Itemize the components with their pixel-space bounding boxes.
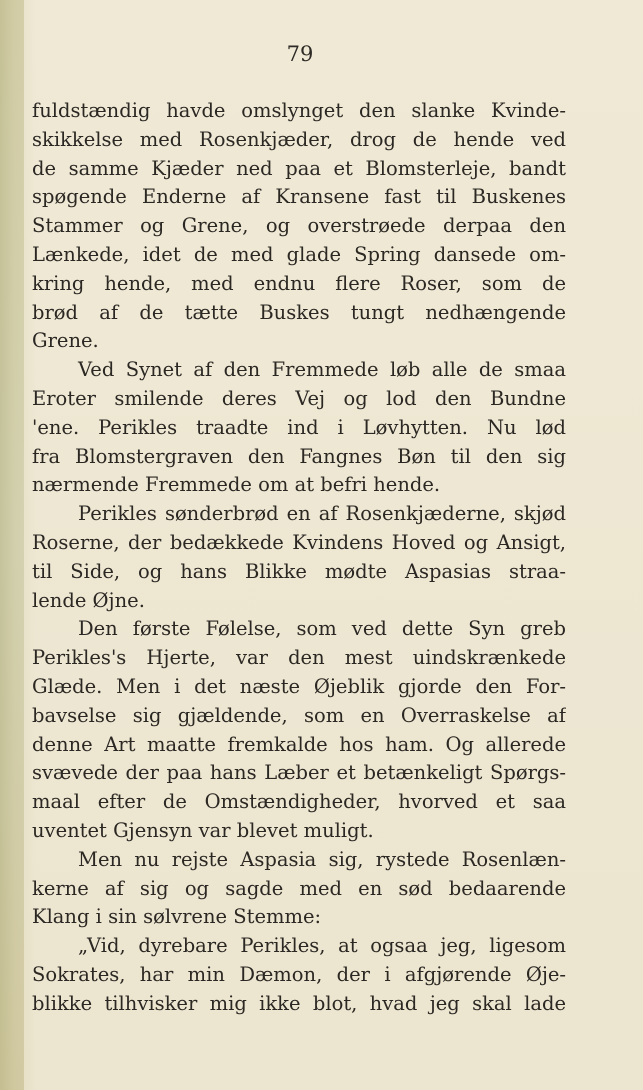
text-line: svævede der paa hans Læber et betænkeligt Spørgs-: [32, 761, 566, 785]
body-text: [32, 97, 566, 1019]
text-line: blikke tilhvisker mig ikke blot, hvad jeg skal lade: [32, 991, 566, 1015]
text-line: lende Øjne.: [32, 588, 145, 612]
text-line: de samme Kjæder ned paa et Blomsterleje, bandt: [32, 156, 566, 180]
text-line: Perikles's Hjerte, var den mest uindskrænkede: [32, 646, 566, 670]
text-line: nærmende Fremmede om at befri hende.: [32, 473, 441, 497]
text-line: Eroter smilende deres Vej og lod den Bundne: [32, 386, 566, 410]
text-line: Men nu rejste Aspasia sig, rystede Rosenlæn-: [78, 847, 566, 871]
text-line: uventet Gjensyn var blevet muligt.: [32, 818, 374, 842]
text-line: Grene.: [32, 329, 99, 353]
text-line: Lænkede, idet de med glade Spring dansede om-: [32, 242, 566, 266]
text-line: maal efter de Omstændigheder, hvorved et saa: [32, 790, 566, 814]
text-line: Ved Synet af den Fremmede løb alle de smaa: [78, 358, 566, 382]
text-line: fra Blomstergraven den Fangnes Bøn til den sig: [32, 444, 566, 468]
text-line: 'ene. Perikles traadte ind i Løvhytten. Nu lød: [32, 415, 566, 439]
text-line: bavselse sig gjældende, som en Overraskelse af: [32, 703, 566, 727]
text-line: til Side, og hans Blikke mødte Aspasias straa-: [32, 559, 566, 583]
text-line: Glæde. Men i det næste Øjeblik gjorde den For-: [32, 674, 566, 698]
text-line: brød af de tætte Buskes tungt nedhængende: [32, 300, 566, 324]
text-line: spøgende Enderne af Kransene fast til Buskenes: [32, 185, 566, 209]
text-line: denne Art maatte fremkalde hos ham. Og allerede: [32, 732, 566, 756]
text-line: Roserne, der bedækkede Kvindens Hoved og Ansigt,: [32, 530, 566, 554]
text-line: Klang i sin sølvrene Stemme:: [32, 905, 322, 929]
text-line: Den første Følelse, som ved dette Syn greb: [78, 617, 566, 641]
text-line: fuldstændig havde omslynget den slanke Kvinde-: [32, 99, 566, 122]
page-number: 79: [286, 42, 314, 66]
text-line: Stammer og Grene, og overstrøede derpaa den: [32, 214, 566, 238]
page-edge-stain: [0, 0, 24, 1090]
text-line: Sokrates, har min Dæmon, der i afgjørende Øje-: [32, 962, 566, 986]
text-line: „Vid, dyrebare Perikles, at ogsaa jeg, ligesom: [78, 934, 566, 958]
text-line: skikkelse med Rosenkjæder, drog de hende ved: [32, 127, 566, 151]
text-line: kerne af sig og sagde med en sød bedaarende: [32, 876, 566, 900]
text-line: kring hende, med endnu flere Roser, som de: [32, 271, 566, 295]
text-line: Perikles sønderbrød en af Rosenkjæderne, skjød: [78, 502, 566, 526]
